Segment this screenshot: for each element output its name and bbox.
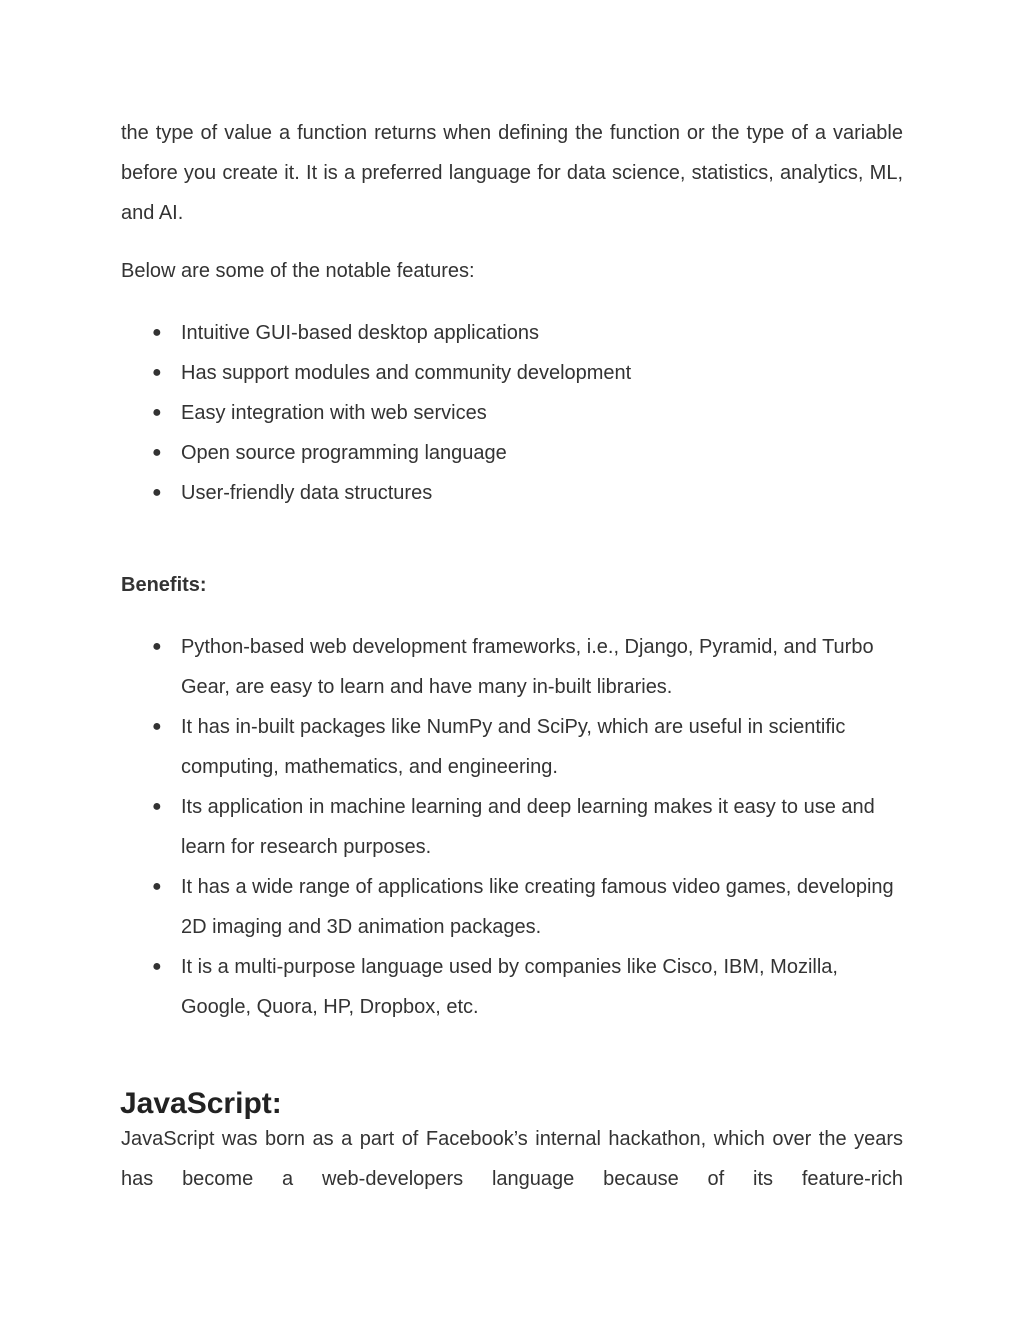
bullet-icon: ● bbox=[152, 638, 162, 655]
bullet-icon: ● bbox=[152, 404, 162, 421]
list-item-text: It has in-built packages like NumPy and SciPy, which are useful in scientific computing, mathematics, and engineering. bbox=[181, 716, 846, 778]
list-item bbox=[121, 627, 911, 707]
features-list bbox=[121, 313, 911, 513]
bullet-icon: ● bbox=[152, 798, 162, 815]
bullet-icon: ● bbox=[152, 958, 162, 975]
javascript-paragraph: JavaScript was born as a part of Facebook’s internal hackathon, which over the years has become a web-developers language because of its feature-rich bbox=[121, 1128, 903, 1190]
list-item-text: Has support modules and community development bbox=[181, 362, 632, 384]
features-intro: Below are some of the notable features: bbox=[121, 260, 475, 282]
bullet-icon: ● bbox=[152, 444, 162, 461]
list-item-text: Open source programming language bbox=[181, 442, 507, 464]
benefits-list bbox=[121, 627, 911, 1027]
bullet-icon: ● bbox=[152, 878, 162, 895]
bullet-icon: ● bbox=[152, 364, 162, 381]
list-item bbox=[121, 433, 911, 473]
list-item-text: Intuitive GUI-based desktop applications bbox=[181, 322, 539, 344]
bullet-icon: ● bbox=[152, 484, 162, 501]
list-item-text: It is a multi-purpose language used by companies like Cisco, IBM, Mozilla, Google, Quora, HP, Dropbox, etc. bbox=[181, 956, 838, 1018]
list-item bbox=[121, 353, 911, 393]
bullet-icon: ● bbox=[152, 324, 162, 341]
list-item bbox=[121, 393, 911, 433]
list-item bbox=[121, 867, 911, 947]
list-item-text: User-friendly data structures bbox=[181, 482, 433, 504]
list-item bbox=[121, 313, 911, 353]
list-item bbox=[121, 787, 911, 867]
list-item-text: Easy integration with web services bbox=[181, 402, 487, 424]
intro-paragraph: the type of value a function returns when defining the function or the type of a variable before you create it. It is a preferred language for data science, statistics, analytics, ML, and AI. bbox=[121, 122, 903, 224]
bullet-icon: ● bbox=[152, 718, 162, 735]
list-item-text: Python-based web development frameworks, i.e., Django, Pyramid, and Turbo Gear, are easy to learn and have many in-built libraries. bbox=[181, 636, 874, 698]
list-item-text: It has a wide range of applications like creating famous video games, developing 2D imaging and 3D animation packages. bbox=[181, 876, 894, 938]
list-item-text: Its application in machine learning and deep learning makes it easy to use and learn for research purposes. bbox=[181, 796, 875, 858]
list-item bbox=[121, 473, 911, 513]
list-item bbox=[121, 707, 911, 787]
javascript-heading: JavaScript: bbox=[120, 1087, 282, 1120]
list-item bbox=[121, 947, 911, 1027]
benefits-heading: Benefits: bbox=[121, 574, 207, 596]
